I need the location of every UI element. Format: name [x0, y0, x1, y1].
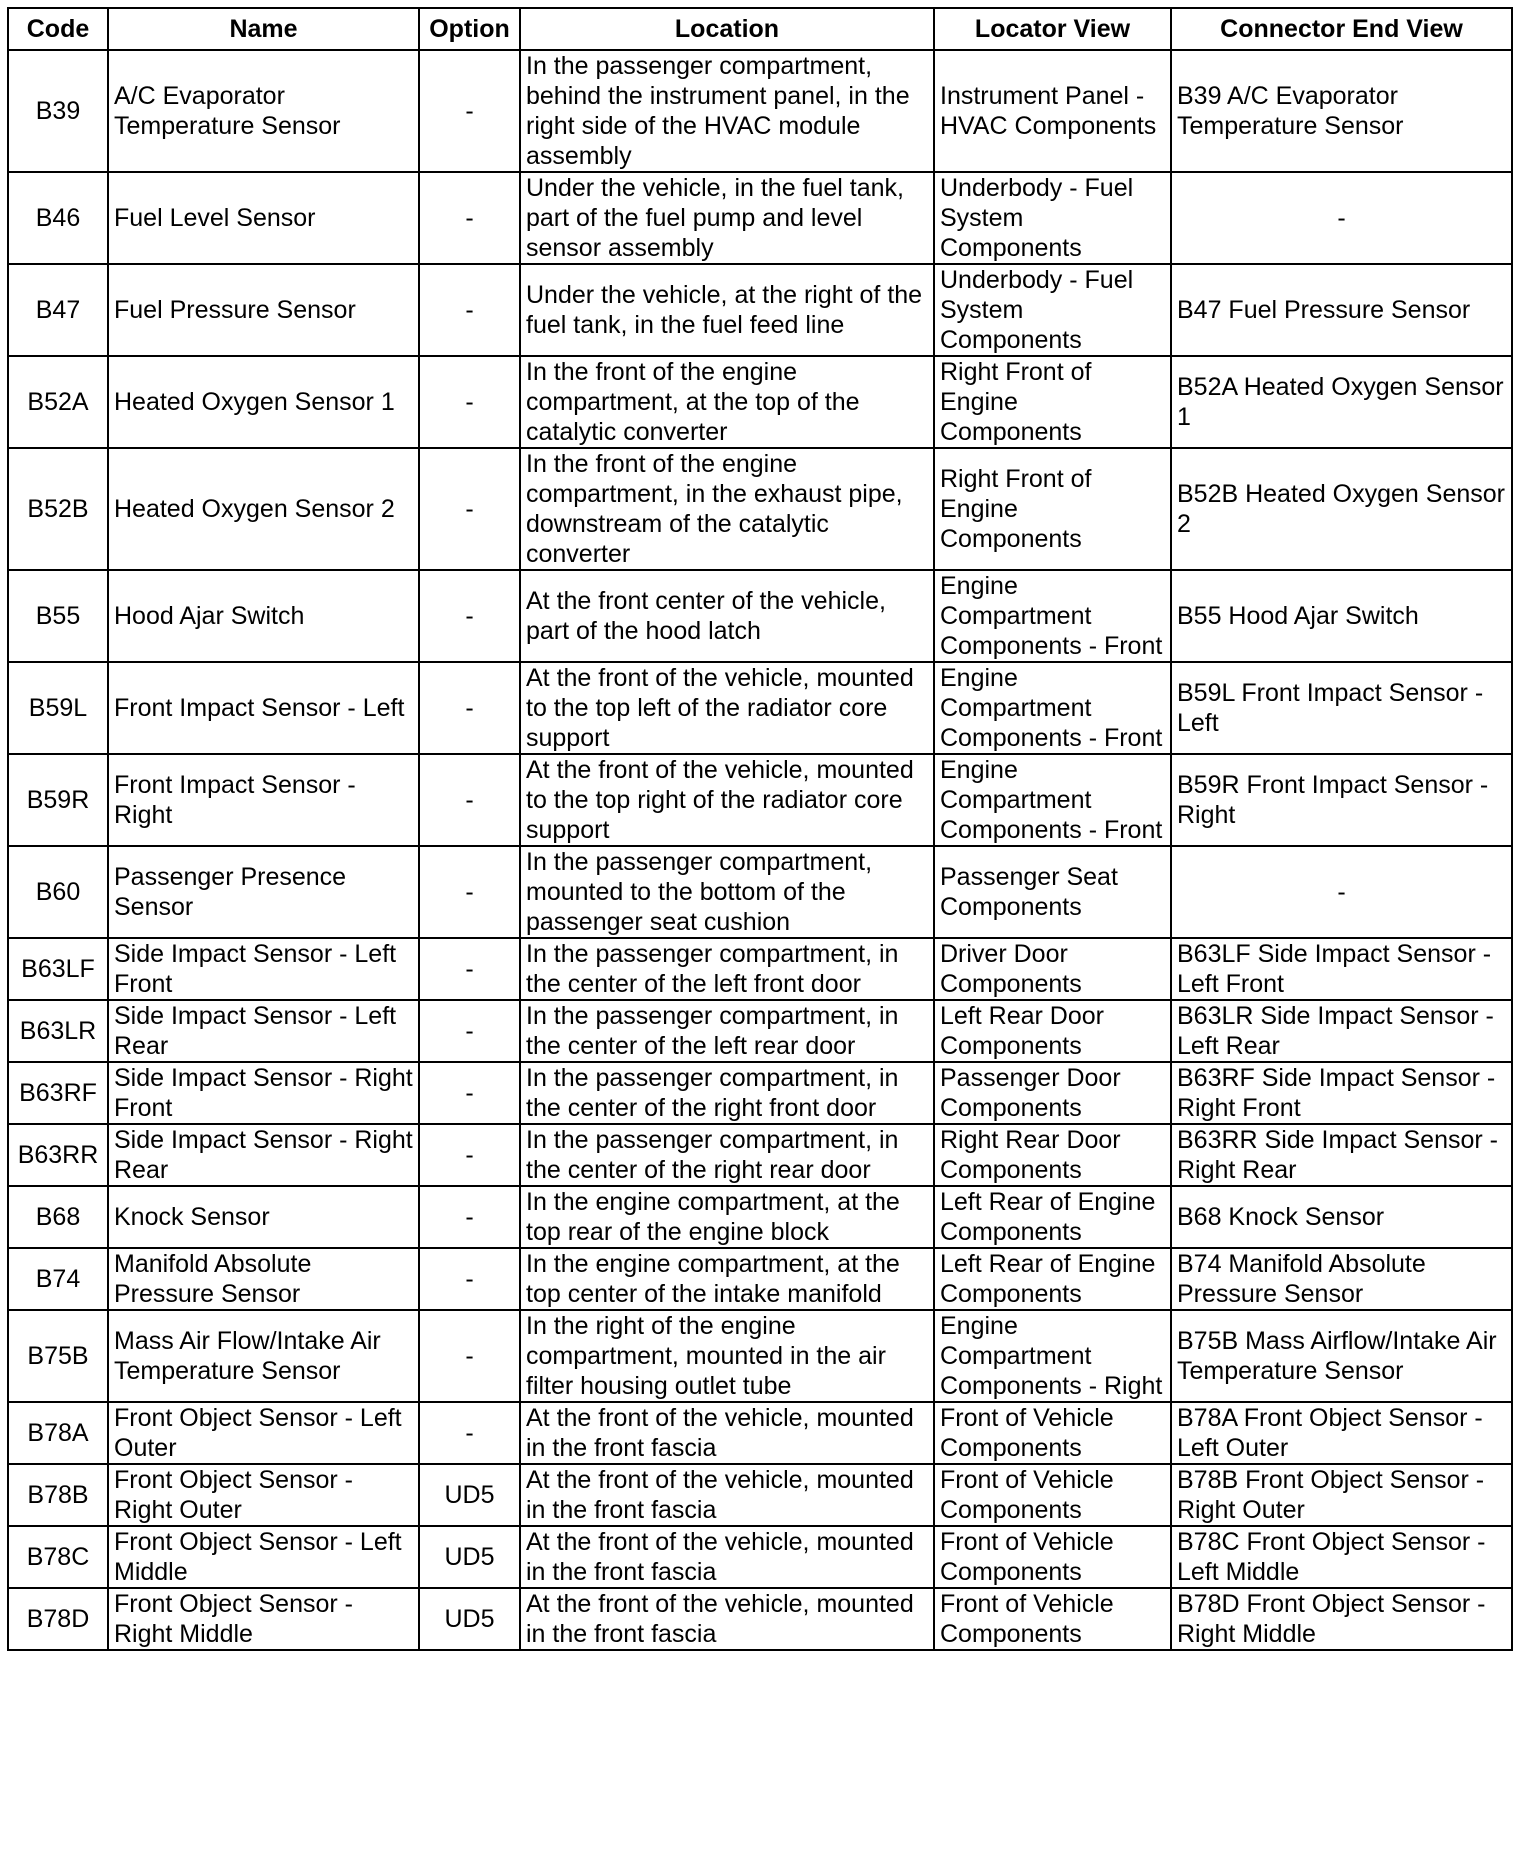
table-row	[8, 1464, 1512, 1526]
cell-code: B52B	[8, 448, 108, 570]
cell-option: -	[419, 1000, 520, 1062]
cell-locator-view: Engine Compartment Components - Front	[934, 662, 1171, 754]
cell-connector-end-view: B63LR Side Impact Sensor - Left Rear	[1171, 1000, 1512, 1062]
cell-option: -	[419, 264, 520, 356]
cell-locator-view: Passenger Seat Components	[934, 846, 1171, 938]
cell-option: -	[419, 1402, 520, 1464]
cell-location: In the passenger compartment, mounted to the bottom of the passenger seat cushion	[520, 846, 934, 938]
cell-name: Heated Oxygen Sensor 2	[108, 448, 419, 570]
cell-location: At the front center of the vehicle, part of the hood latch	[520, 570, 934, 662]
cell-connector-end-view: B63LF Side Impact Sensor - Left Front	[1171, 938, 1512, 1000]
cell-location: In the right of the engine compartment, mounted in the air filter housing outlet tube	[520, 1310, 934, 1402]
cell-location: In the passenger compartment, in the center of the right rear door	[520, 1124, 934, 1186]
header-locator-view: Locator View	[934, 8, 1171, 50]
cell-locator-view: Left Rear of Engine Components	[934, 1186, 1171, 1248]
cell-connector-end-view: B52A Heated Oxygen Sensor 1	[1171, 356, 1512, 448]
cell-code: B59L	[8, 662, 108, 754]
table-row	[8, 754, 1512, 846]
cell-name: Fuel Pressure Sensor	[108, 264, 419, 356]
cell-connector-end-view: B75B Mass Airflow/Intake Air Temperature Sensor	[1171, 1310, 1512, 1402]
cell-option: -	[419, 938, 520, 1000]
cell-name: Mass Air Flow/Intake Air Temperature Sensor	[108, 1310, 419, 1402]
cell-locator-view: Front of Vehicle Components	[934, 1464, 1171, 1526]
cell-location: In the front of the engine compartment, in the exhaust pipe, downstream of the catalytic converter	[520, 448, 934, 570]
cell-option: UD5	[419, 1526, 520, 1588]
cell-code: B47	[8, 264, 108, 356]
cell-code: B63RR	[8, 1124, 108, 1186]
cell-code: B78C	[8, 1526, 108, 1588]
cell-name: Knock Sensor	[108, 1186, 419, 1248]
cell-connector-end-view: -	[1171, 172, 1512, 264]
table-row	[8, 1588, 1512, 1650]
header-connector-end-view: Connector End View	[1171, 8, 1512, 50]
cell-code: B55	[8, 570, 108, 662]
cell-locator-view: Front of Vehicle Components	[934, 1526, 1171, 1588]
cell-locator-view: Front of Vehicle Components	[934, 1588, 1171, 1650]
cell-name: Front Impact Sensor - Left	[108, 662, 419, 754]
header-row	[8, 8, 1512, 50]
cell-locator-view: Passenger Door Components	[934, 1062, 1171, 1124]
cell-code: B63LF	[8, 938, 108, 1000]
cell-option: -	[419, 846, 520, 938]
table-body	[8, 50, 1512, 1650]
cell-location: In the passenger compartment, behind the instrument panel, in the right side of the HVAC module assembly	[520, 50, 934, 172]
header-code: Code	[8, 8, 108, 50]
table-row	[8, 1186, 1512, 1248]
cell-code: B68	[8, 1186, 108, 1248]
table-row	[8, 1310, 1512, 1402]
cell-location: At the front of the vehicle, mounted to the top left of the radiator core support	[520, 662, 934, 754]
cell-code: B78B	[8, 1464, 108, 1526]
table-row	[8, 570, 1512, 662]
cell-connector-end-view: -	[1171, 846, 1512, 938]
cell-locator-view: Driver Door Components	[934, 938, 1171, 1000]
cell-option: -	[419, 1248, 520, 1310]
cell-locator-view: Instrument Panel - HVAC Components	[934, 50, 1171, 172]
cell-connector-end-view: B63RR Side Impact Sensor - Right Rear	[1171, 1124, 1512, 1186]
table-row	[8, 938, 1512, 1000]
cell-locator-view: Right Front of Engine Components	[934, 356, 1171, 448]
table-row	[8, 1124, 1512, 1186]
component-table	[7, 7, 1513, 1651]
cell-name: Front Impact Sensor - Right	[108, 754, 419, 846]
cell-option: -	[419, 662, 520, 754]
cell-option: -	[419, 448, 520, 570]
cell-name: Manifold Absolute Pressure Sensor	[108, 1248, 419, 1310]
cell-location: In the passenger compartment, in the center of the left rear door	[520, 1000, 934, 1062]
cell-location: In the front of the engine compartment, at the top of the catalytic converter	[520, 356, 934, 448]
cell-code: B59R	[8, 754, 108, 846]
cell-option: -	[419, 754, 520, 846]
cell-option: -	[419, 570, 520, 662]
cell-option: -	[419, 1062, 520, 1124]
cell-location: At the front of the vehicle, mounted to the top right of the radiator core support	[520, 754, 934, 846]
cell-name: Side Impact Sensor - Left Rear	[108, 1000, 419, 1062]
table-row	[8, 1000, 1512, 1062]
cell-name: Side Impact Sensor - Left Front	[108, 938, 419, 1000]
table-row	[8, 50, 1512, 172]
cell-connector-end-view: B78A Front Object Sensor - Left Outer	[1171, 1402, 1512, 1464]
cell-locator-view: Underbody - Fuel System Components	[934, 172, 1171, 264]
cell-connector-end-view: B78B Front Object Sensor - Right Outer	[1171, 1464, 1512, 1526]
cell-connector-end-view: B55 Hood Ajar Switch	[1171, 570, 1512, 662]
cell-location: At the front of the vehicle, mounted in the front fascia	[520, 1588, 934, 1650]
cell-name: Front Object Sensor - Left Middle	[108, 1526, 419, 1588]
cell-locator-view: Engine Compartment Components - Front	[934, 570, 1171, 662]
cell-locator-view: Right Front of Engine Components	[934, 448, 1171, 570]
cell-locator-view: Left Rear Door Components	[934, 1000, 1171, 1062]
cell-location: In the engine compartment, at the top rear of the engine block	[520, 1186, 934, 1248]
cell-option: -	[419, 50, 520, 172]
cell-option: UD5	[419, 1464, 520, 1526]
cell-location: Under the vehicle, in the fuel tank, part of the fuel pump and level sensor assembly	[520, 172, 934, 264]
cell-name: A/C Evaporator Temperature Sensor	[108, 50, 419, 172]
cell-code: B74	[8, 1248, 108, 1310]
cell-name: Front Object Sensor - Left Outer	[108, 1402, 419, 1464]
cell-connector-end-view: B78C Front Object Sensor - Left Middle	[1171, 1526, 1512, 1588]
header-name: Name	[108, 8, 419, 50]
table-row	[8, 1062, 1512, 1124]
cell-name: Heated Oxygen Sensor 1	[108, 356, 419, 448]
cell-name: Passenger Presence Sensor	[108, 846, 419, 938]
cell-connector-end-view: B59R Front Impact Sensor - Right	[1171, 754, 1512, 846]
table-row	[8, 264, 1512, 356]
cell-option: -	[419, 1186, 520, 1248]
cell-code: B63LR	[8, 1000, 108, 1062]
cell-code: B46	[8, 172, 108, 264]
cell-name: Hood Ajar Switch	[108, 570, 419, 662]
table-row	[8, 662, 1512, 754]
table-row	[8, 1526, 1512, 1588]
cell-connector-end-view: B39 A/C Evaporator Temperature Sensor	[1171, 50, 1512, 172]
cell-connector-end-view: B63RF Side Impact Sensor - Right Front	[1171, 1062, 1512, 1124]
cell-connector-end-view: B78D Front Object Sensor - Right Middle	[1171, 1588, 1512, 1650]
cell-locator-view: Engine Compartment Components - Front	[934, 754, 1171, 846]
header-option: Option	[419, 8, 520, 50]
cell-locator-view: Front of Vehicle Components	[934, 1402, 1171, 1464]
cell-name: Front Object Sensor - Right Outer	[108, 1464, 419, 1526]
cell-connector-end-view: B68 Knock Sensor	[1171, 1186, 1512, 1248]
cell-option: -	[419, 1124, 520, 1186]
cell-option: UD5	[419, 1588, 520, 1650]
cell-code: B78A	[8, 1402, 108, 1464]
cell-location: At the front of the vehicle, mounted in the front fascia	[520, 1464, 934, 1526]
cell-location: In the passenger compartment, in the center of the left front door	[520, 938, 934, 1000]
cell-name: Side Impact Sensor - Right Rear	[108, 1124, 419, 1186]
cell-locator-view: Underbody - Fuel System Components	[934, 264, 1171, 356]
component-locator-sheet	[7, 7, 1511, 1651]
table-row	[8, 356, 1512, 448]
cell-connector-end-view: B59L Front Impact Sensor - Left	[1171, 662, 1512, 754]
cell-option: -	[419, 172, 520, 264]
cell-connector-end-view: B47 Fuel Pressure Sensor	[1171, 264, 1512, 356]
cell-location: In the passenger compartment, in the center of the right front door	[520, 1062, 934, 1124]
cell-location: At the front of the vehicle, mounted in the front fascia	[520, 1402, 934, 1464]
cell-code: B60	[8, 846, 108, 938]
cell-code: B78D	[8, 1588, 108, 1650]
cell-option: -	[419, 1310, 520, 1402]
cell-code: B63RF	[8, 1062, 108, 1124]
cell-code: B52A	[8, 356, 108, 448]
cell-name: Side Impact Sensor - Right Front	[108, 1062, 419, 1124]
table-row	[8, 448, 1512, 570]
cell-option: -	[419, 356, 520, 448]
cell-code: B39	[8, 50, 108, 172]
header-location: Location	[520, 8, 934, 50]
cell-name: Front Object Sensor - Right Middle	[108, 1588, 419, 1650]
cell-connector-end-view: B74 Manifold Absolute Pressure Sensor	[1171, 1248, 1512, 1310]
table-row	[8, 172, 1512, 264]
cell-locator-view: Engine Compartment Components - Right	[934, 1310, 1171, 1402]
cell-locator-view: Right Rear Door Components	[934, 1124, 1171, 1186]
table-row	[8, 846, 1512, 938]
cell-code: B75B	[8, 1310, 108, 1402]
cell-location: In the engine compartment, at the top center of the intake manifold	[520, 1248, 934, 1310]
cell-connector-end-view: B52B Heated Oxygen Sensor 2	[1171, 448, 1512, 570]
cell-location: Under the vehicle, at the right of the fuel tank, in the fuel feed line	[520, 264, 934, 356]
cell-location: At the front of the vehicle, mounted in the front fascia	[520, 1526, 934, 1588]
cell-name: Fuel Level Sensor	[108, 172, 419, 264]
table-row	[8, 1402, 1512, 1464]
cell-locator-view: Left Rear of Engine Components	[934, 1248, 1171, 1310]
table-row	[8, 1248, 1512, 1310]
